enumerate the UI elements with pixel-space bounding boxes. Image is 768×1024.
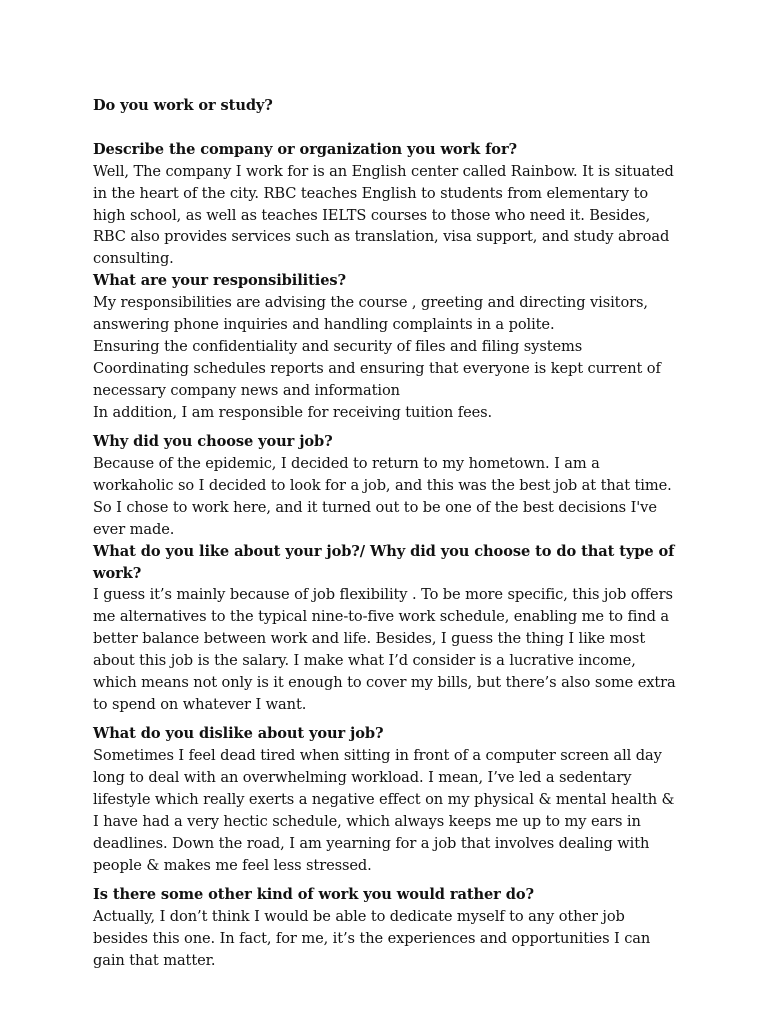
answer-responsibilities-2: Ensuring the confidentiality and security of files and filing systems [93, 337, 583, 355]
answer-responsibilities-1: My responsibilities are advising the course , greeting and directing visitors, answering phone inquiries and handling complaints in a polite. [93, 294, 648, 334]
spacer [93, 117, 683, 139]
section-company [93, 139, 683, 270]
spacer [93, 716, 683, 724]
spacer [93, 424, 683, 432]
question-other-work: Is there some other kind of work you would rather do? [93, 886, 534, 904]
section-why-job [93, 431, 683, 541]
answer-company: Well, The company I work for is an English center called Rainbow. It is situated in the heart of the city. RBC teaches English to students from elementary to high school, as well as teaches IELTS courses to those who need it. Besides, RBC also provides services such as translation, visa support, and study abroad consulting. [93, 162, 674, 268]
document-page [93, 95, 683, 972]
answer-other-work: Actually, I don’t think I would be able to dedicate myself to any other job besides this one. In fact, for me, it’s the experiences and opportunities I can gain that matter. [93, 908, 651, 969]
section-like-job [93, 541, 683, 716]
answer-responsibilities-4: In addition, I am responsible for receiving tuition fees. [93, 403, 493, 421]
answer-dislike-job: Sometimes I feel dead tired when sitting in front of a computer screen all day long to deal with an overwhelming workload. I mean, I’ve led a sedentary lifestyle which really exerts a negative effect on my physical & mental health & I have had a very hectic schedule, which always keeps me up to my ears in deadlines. Down the road, I am yearning for a job that involves dealing with people & makes me feel less stressed. [93, 747, 675, 874]
section-responsibilities [93, 270, 683, 423]
answer-why-job: Because of the epidemic, I decided to return to my hometown. I am a workaholic so I decided to look for a job, and this was the best job at that time. So I chose to work here, and it turned out to be one of the best decisions I've ever made. [93, 454, 672, 538]
section-other-work [93, 884, 683, 972]
question-responsibilities: What are your responsibilities? [93, 272, 346, 290]
document-heading: Do you work or study? [93, 97, 273, 114]
answer-like-job: I guess it’s mainly because of job flexibility . To be more specific, this job offers me alternatives to the typical nine-to-five work schedule, enabling me to find a better balance between work and life. Besides, I guess the thing I like most about this job is the salary. I make what I’d consider is a lucrative income, which means not only is it enough to cover my bills, but there’s also some extra to spend on whatever I want. [93, 586, 676, 713]
question-dislike-job: What do you dislike about your job? [93, 725, 384, 743]
spacer [93, 877, 683, 885]
question-like-job: What do you like about your job?/ Why did you choose to do that type of work? [93, 542, 675, 582]
section-dislike-job [93, 723, 683, 876]
question-company: Describe the company or organization you work for? [93, 140, 517, 158]
question-why-job: Why did you choose your job? [93, 433, 333, 451]
answer-responsibilities-3: Coordinating schedules reports and ensuring that everyone is kept current of necessary company news and information [93, 359, 661, 399]
